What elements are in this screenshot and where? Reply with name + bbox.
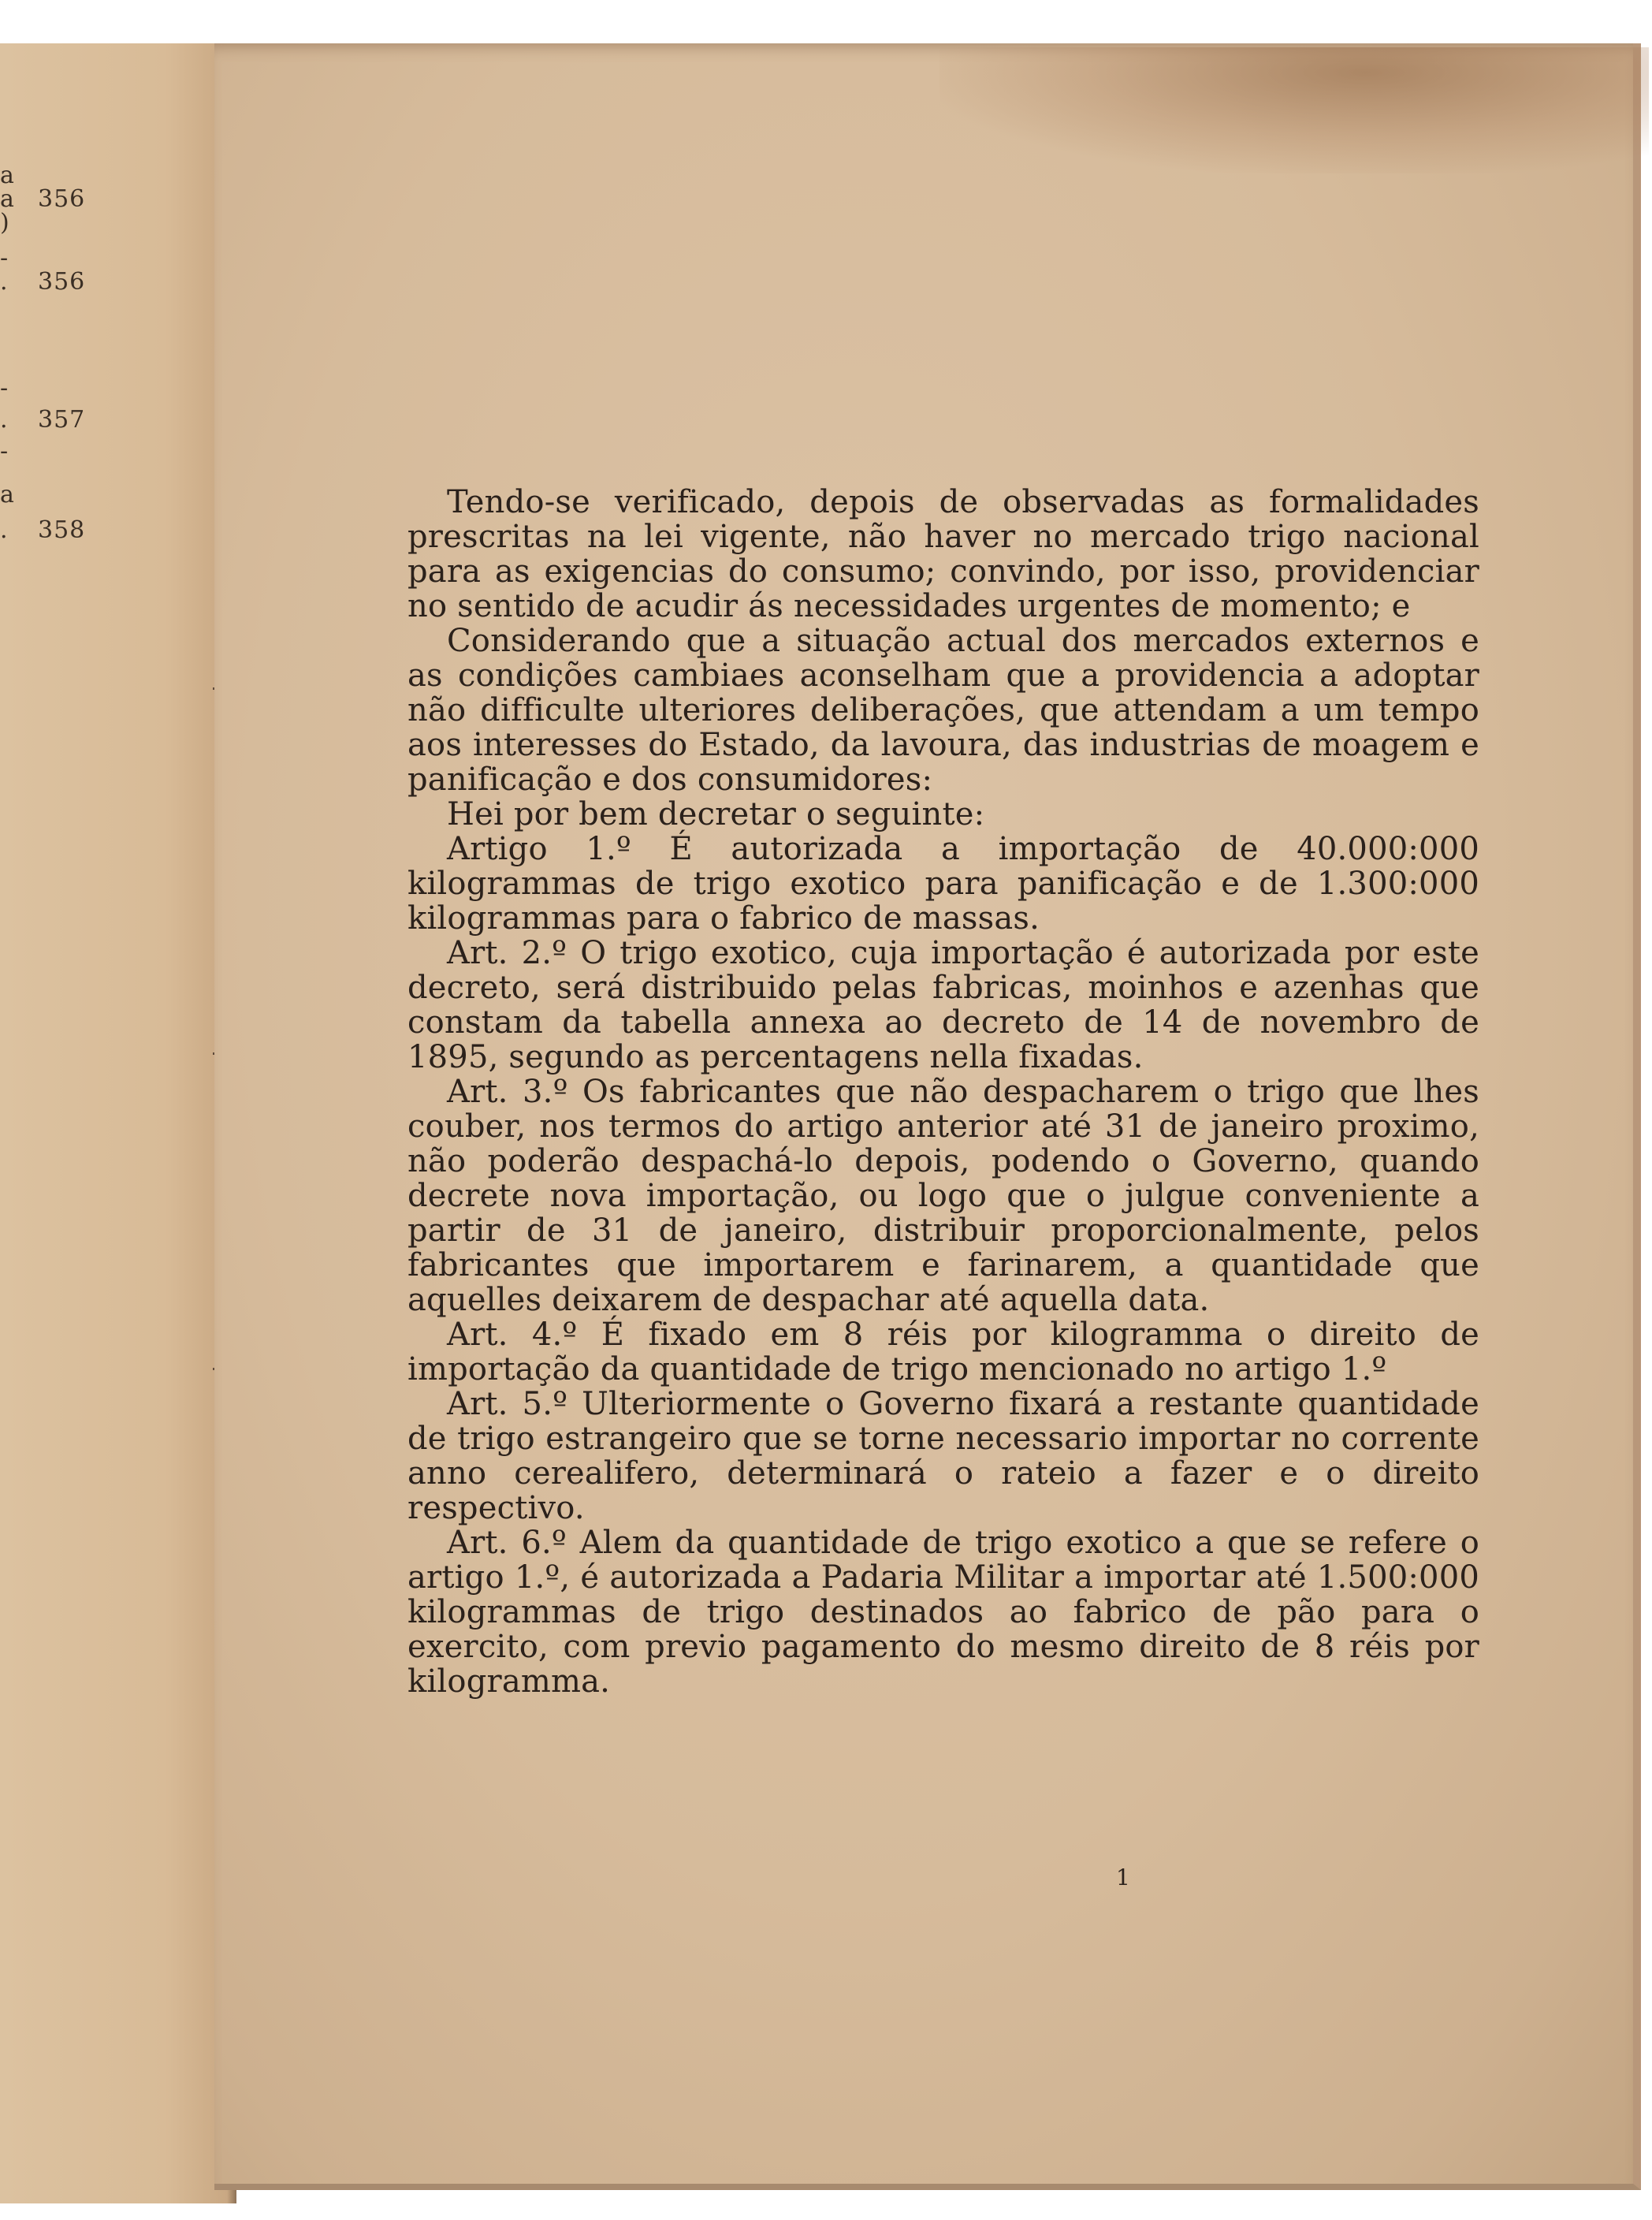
- toc-edge-char: a: [0, 162, 14, 189]
- toc-page-number: 357: [38, 406, 86, 434]
- paragraph-artigo-4: Art. 4.º É fixado em 8 réis por kilogramma o direito de importação da quantidade de trigo mencionado no artigo 1.º: [407, 1317, 1479, 1388]
- toc-page-number: 356: [38, 185, 86, 213]
- paragraph-artigo-5: Art. 5.º Ulteriormente o Governo fixará a restante quantidade de trigo estrangeiro que se torne necessario importar no corrente anno cerealifero, determinará o rateio a fazer e o direito respectivo.: [407, 1386, 1479, 1526]
- paragraph-artigo-2: Art. 2.º O trigo exotico, cuja importação é autorizada por este decreto, será distribuido pelas fabricas, moinhos e azenhas que constam da tabella annexa ao decreto de 14 de novembro de 1895, segundo as percentagens nella fixadas.: [407, 935, 1479, 1075]
- previous-page-strip: [0, 43, 236, 2203]
- toc-edge-char: .: [0, 516, 8, 544]
- paragraph-artigo-6: Art. 6.º Alem da quantidade de trigo exotico a que se refere o artigo 1.º, é autorizada a Padaria Militar a importar até 1.500:000 kilogrammas de trigo destinados ao fabrico de pão para o exercito, com previo pagamento do mesmo direito de 8 réis por kilogramma.: [407, 1525, 1479, 1700]
- toc-page-number: 356: [38, 268, 86, 296]
- toc-edge-char: a: [0, 185, 14, 213]
- paragraph-artigo-1: Artigo 1.º É autorizada a importação de 40.000:000 kilogrammas de trigo exotico para panificação e de 1.300:000 kilogrammas para o fabrico de massas.: [407, 831, 1479, 937]
- toc-edge-char: -: [0, 438, 9, 465]
- paragraph-considerando: Considerando que a situação actual dos mercados externos e as condições cambiaes aconselham que a providencia a adoptar não difficulte ulteriores deliberações, que attendam a um tempo aos interesses do Estado, da lavoura, das industrias de moagem e panificação e dos consumidores:: [407, 623, 1479, 798]
- toc-edge-char: a: [0, 481, 14, 508]
- toc-edge-char: -: [0, 244, 9, 272]
- toc-edge-char: .: [0, 406, 8, 434]
- paragraph-artigo-3: Art. 3.º Os fabricantes que não despacharem o trigo que lhes couber, nos termos do artigo anterior até 31 de janeiro proximo, não poderão despachá-lo depois, podendo o Governo, quando decrete nova importação, ou logo que o julgue conveniente a partir de 31 de janeiro, distribuir proporcionalmente, pelos fabricantes que importarem e farinarem, a quantidade que aquelles deixarem de despachar até aquella data.: [407, 1074, 1479, 1318]
- paragraph-decretar: Hei por bem decretar o seguinte:: [447, 796, 985, 832]
- decree-text: [407, 485, 1479, 1699]
- toc-edge-char: .: [0, 268, 8, 296]
- paragraph-preamble: Tendo-se verificado, depois de observadas as formalidades prescritas na lei vigente, não haver no mercado trigo nacional para as exigencias do consumo; convindo, por isso, providenciar no sentido de acudir ás necessidades urgentes de momento; e: [407, 484, 1479, 624]
- toc-edge-char: -: [0, 374, 9, 402]
- water-stain: [939, 47, 1649, 173]
- document-page: [214, 43, 1641, 2190]
- toc-edge-char: ): [0, 209, 9, 237]
- page-number: 1: [1116, 1864, 1130, 1890]
- toc-page-number: 358: [38, 516, 86, 544]
